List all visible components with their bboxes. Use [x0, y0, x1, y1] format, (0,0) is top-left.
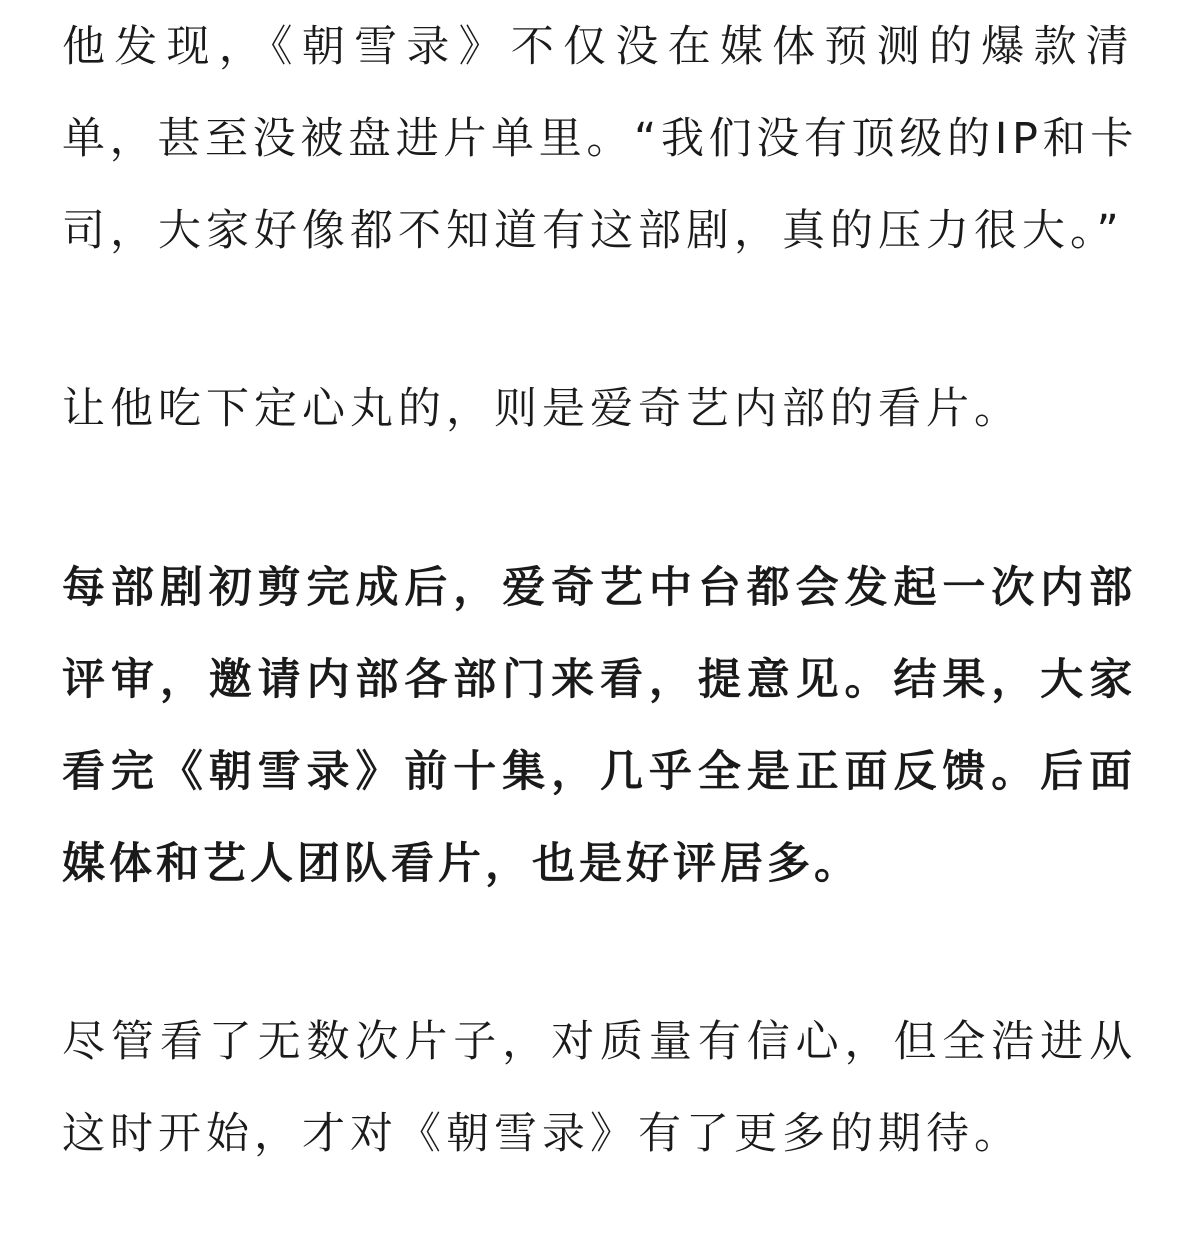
paragraph-2 [62, 363, 1138, 455]
paragraph-line: 尽管看了无数次片子，对质量有信心，但全浩进从 [62, 1017, 1138, 1067]
paragraph-3-bold [62, 542, 1138, 910]
paragraph-line: 让他吃下定心丸的，则是爱奇艺内部的看片。 [62, 384, 1022, 434]
paragraph-line: 媒体和艺人团队看片，也是好评居多。 [62, 839, 861, 889]
paragraph-line: 他发现，《朝雪录》不仅没在媒体预测的爆款清 [62, 22, 1138, 72]
paragraph-4 [62, 996, 1138, 1180]
paragraph-1 [62, 1, 1138, 277]
paragraph-line: 这时开始，才对《朝雪录》有了更多的期待。 [62, 1109, 1022, 1159]
paragraph-line: 单，甚至没被盘进片单里。“我们没有顶级的IP和卡 [62, 114, 1138, 164]
paragraph-line: 司，大家好像都不知道有这部剧，真的压力很大。” [62, 206, 1124, 256]
paragraph-line: 看完《朝雪录》前十集，几乎全是正面反馈。后面 [62, 747, 1138, 797]
paragraph-line: 每部剧初剪完成后，爱奇艺中台都会发起一次内部 [62, 563, 1138, 613]
paragraph-line: 评审，邀请内部各部门来看，提意见。结果，大家 [62, 655, 1138, 705]
